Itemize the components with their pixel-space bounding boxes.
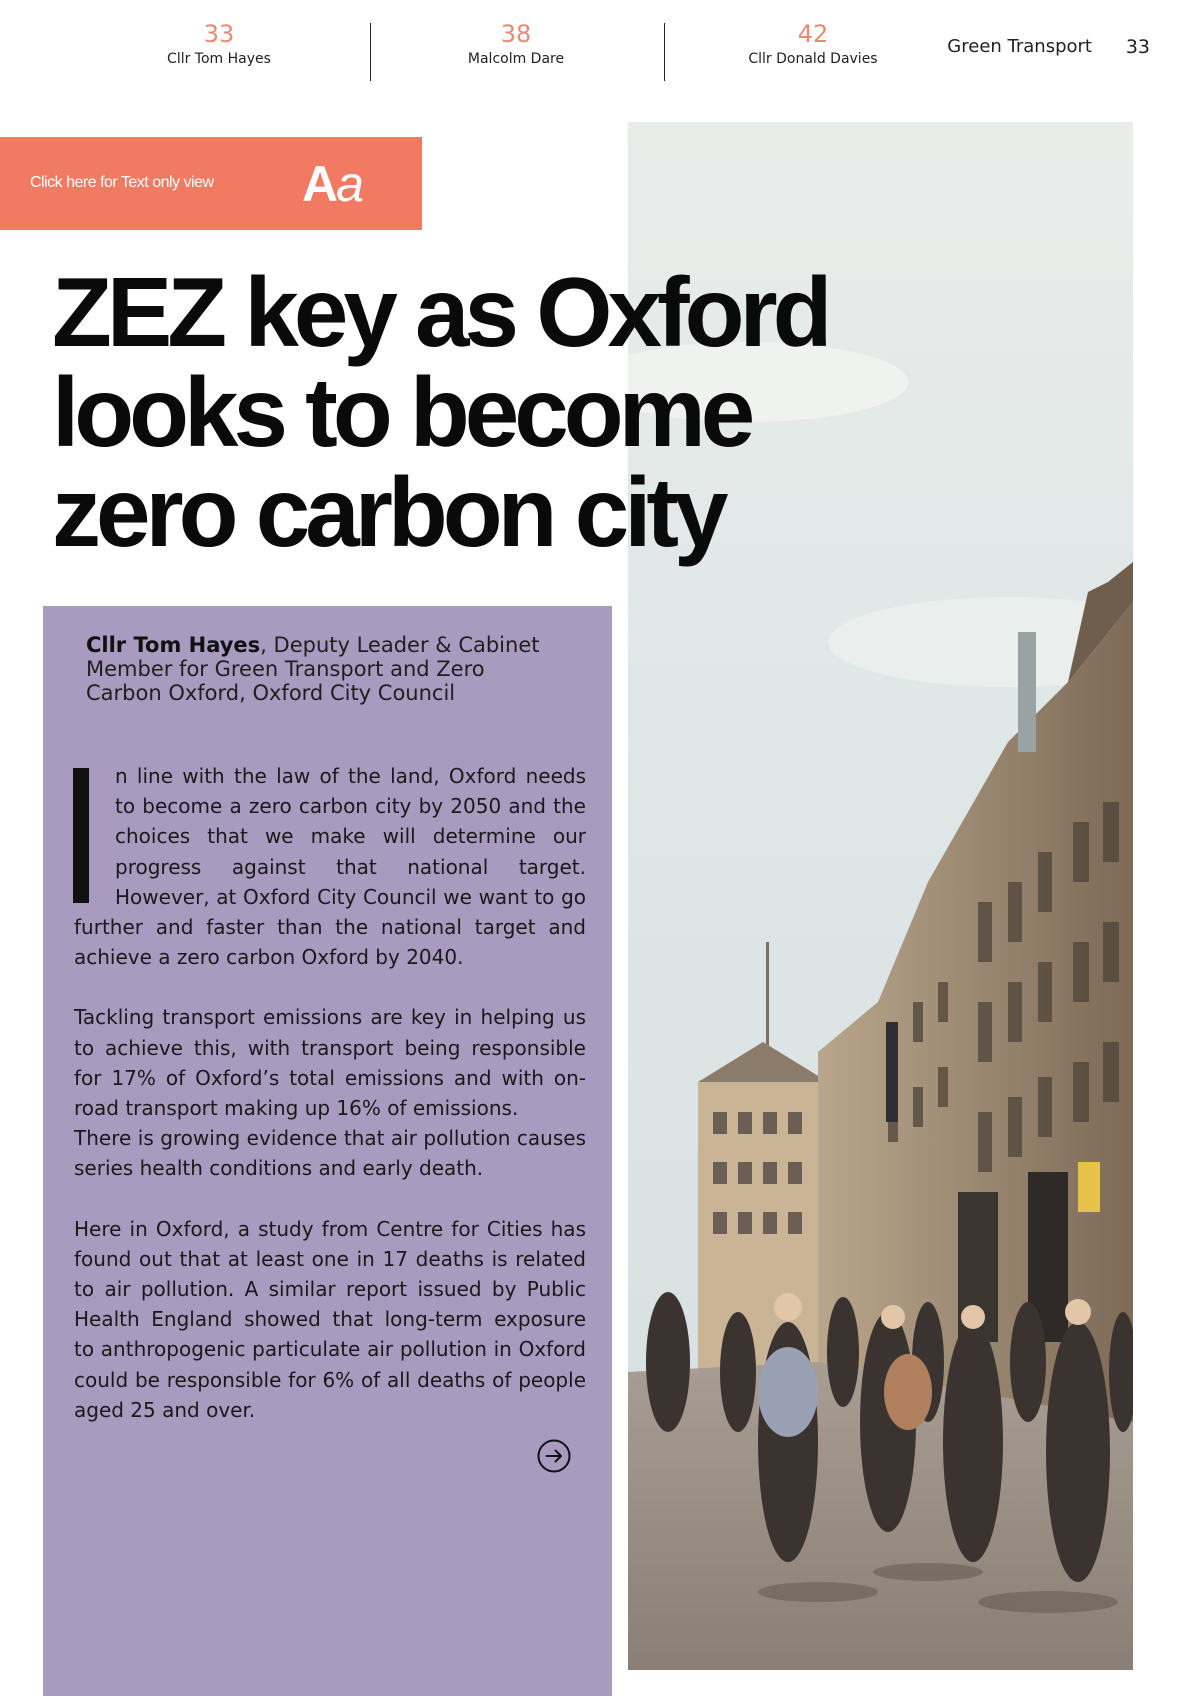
nav-link-donald-davies[interactable] <box>678 20 948 68</box>
arrow-right-circle-icon[interactable] <box>537 1439 571 1473</box>
article-paragraph: There is growing evidence that air pollution causes series health conditions and early death. <box>74 1126 586 1181</box>
nav-link-number: 42 <box>797 20 829 48</box>
article-body <box>74 761 586 1425</box>
author-role: , Deputy Leader & Cabinet Member for Green Transport and Zero Carbon Oxford, Oxford City Council <box>86 633 540 705</box>
headline-line: zero carbon city <box>52 457 724 567</box>
article-paragraph: Here in Oxford, a study from Centre for Cities has found out that at least one in 17 deaths is related to air pollution. A similar report issued by Public Health England showed that long-term exposure to anthropogenic particulate air pollution in Oxford could be responsible for 6% of all deaths of people aged 25 and over. <box>74 1216 586 1422</box>
nav-link-name: Cllr Tom Hayes <box>167 51 271 67</box>
top-navigation <box>0 0 1200 90</box>
headline <box>52 257 952 567</box>
nav-link-malcolm-dare[interactable] <box>381 20 651 68</box>
font-size-icon: Aa <box>302 156 362 212</box>
nav-divider <box>370 23 371 81</box>
nav-divider <box>664 23 665 81</box>
article-paragraph: Tackling transport emissions are key in helping us to achieve this, with transport being responsible for 17% of Oxford’s total emissions and with on-road transport making up 16% of emissions. <box>74 1005 586 1121</box>
nav-link-tom-hayes[interactable] <box>84 20 354 68</box>
section-title: Green Transport <box>947 36 1092 57</box>
article-panel <box>43 606 612 1696</box>
nav-link-name: Malcolm Dare <box>467 51 565 67</box>
nav-link-name: Cllr Donald Davies <box>748 51 878 67</box>
nav-link-number: 33 <box>203 20 235 48</box>
author-name: Cllr Tom Hayes <box>86 633 261 657</box>
headline-line: looks to become <box>52 357 751 467</box>
page-number: 33 <box>1125 36 1150 58</box>
drop-cap-spacer <box>74 761 115 911</box>
headline-line: ZEZ key as Oxford <box>52 257 828 367</box>
byline <box>86 633 556 705</box>
text-only-view-label: Click here for Text only view <box>30 174 214 191</box>
text-only-view-button[interactable] <box>0 137 422 230</box>
nav-link-number: 38 <box>500 20 532 48</box>
article-paragraph: n line with the law of the land, Oxford needs to become a zero carbon city by 2050 and the choices that we make will determine our progress against that national target. However, at Oxford City Council we want to go further and faster than the national target and achieve a zero carbon Oxford by 2040. <box>74 761 586 972</box>
